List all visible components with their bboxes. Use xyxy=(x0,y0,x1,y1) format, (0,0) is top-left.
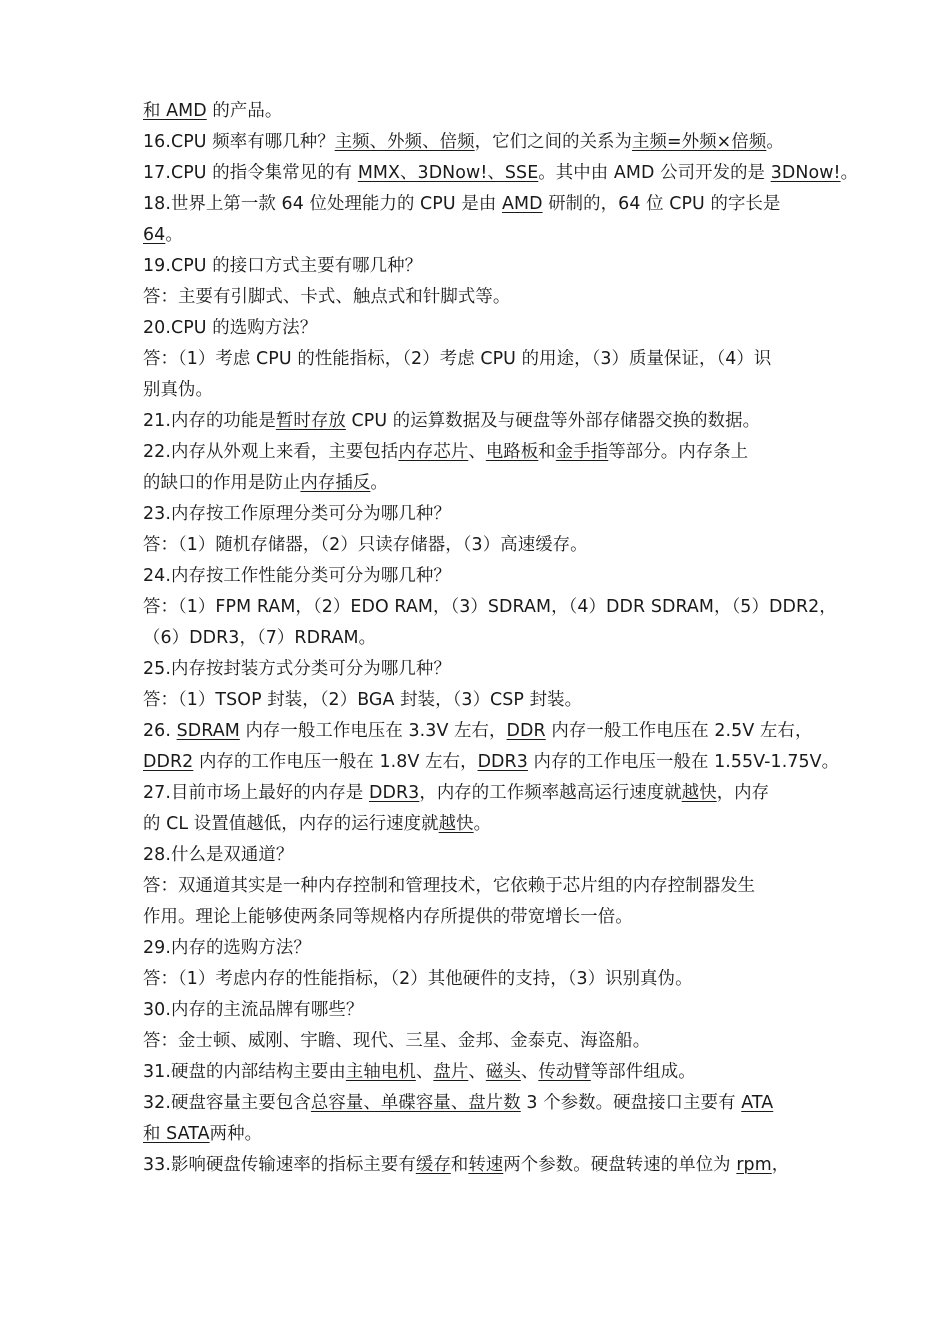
text-line xyxy=(143,871,823,902)
text-run: 21.内存的功能是 xyxy=(143,411,276,431)
text-run: 、 xyxy=(520,1062,539,1082)
text-line xyxy=(143,468,823,499)
text-run: 两种。 xyxy=(209,1124,263,1144)
underlined-answer: 64 xyxy=(143,225,166,245)
text-run: 3 个参数。硬盘接口主要有 xyxy=(520,1093,742,1113)
underlined-answer: 主频、外频、倍频 xyxy=(334,132,475,152)
text-run: 等部件组成。 xyxy=(590,1062,696,1082)
text-run: 。 xyxy=(165,225,183,245)
text-line xyxy=(143,1119,823,1150)
text-line xyxy=(143,840,823,871)
underlined-answer: DDR3 xyxy=(477,752,528,772)
text-line xyxy=(143,313,823,344)
text-run: 32.硬盘容量主要包含 xyxy=(143,1093,311,1113)
text-line xyxy=(143,499,823,530)
text-line xyxy=(143,282,823,313)
text-run: 答：金士顿、威刚、宇瞻、现代、三星、金邦、金泰克、海盗船。 xyxy=(143,1031,651,1051)
text-line xyxy=(143,654,823,685)
underlined-answer: 主轴电机 xyxy=(345,1062,416,1082)
text-run: 、 xyxy=(468,442,486,462)
text-line xyxy=(143,623,823,654)
text-run: 和 xyxy=(538,442,556,462)
text-line xyxy=(143,158,859,189)
text-run: 答：（1）考虑内存的性能指标，（2）其他硬件的支持，（3）识别真伪。 xyxy=(143,969,693,989)
text-run: 答：（1）随机存储器，（2）只读存储器，（3）高速缓存。 xyxy=(143,535,588,555)
text-run: 29.内存的选购方法？ xyxy=(143,938,311,958)
text-run: 17.CPU 的指令集常见的有 xyxy=(143,163,358,183)
underlined-answer: 缓存 xyxy=(415,1155,451,1175)
text-run: 答：（1）考虑 CPU 的性能指标，（2）考虑 CPU 的用途，（3）质量保证，（4）识 xyxy=(143,349,772,369)
text-line xyxy=(143,437,823,468)
text-line xyxy=(143,406,823,437)
text-line xyxy=(143,1088,823,1119)
text-run: 的缺口的作用是防止 xyxy=(143,473,301,493)
text-run: 和 xyxy=(450,1155,469,1175)
text-run: 25.内存按封装方式分类可分为哪几种？ xyxy=(143,659,451,679)
underlined-answer: DDR2 xyxy=(143,752,194,772)
text-run: 26. xyxy=(143,721,177,741)
text-run: 30.内存的主流品牌有哪些？ xyxy=(143,1000,364,1020)
text-run: 33.影响硬盘传输速率的指标主要有 xyxy=(143,1155,416,1175)
text-run: 27.目前市场上最好的内存是 xyxy=(143,783,369,803)
underlined-answer: 总容量、单碟容量、盘片数 xyxy=(310,1093,521,1113)
text-run: 内存一般工作电压在 3.3V 左右， xyxy=(239,721,507,741)
underlined-answer: 和 SATA xyxy=(143,1124,210,1144)
text-run: 研制的，64 位 CPU 的字长是 xyxy=(542,194,781,214)
text-line xyxy=(143,716,823,747)
text-run: 、 xyxy=(415,1062,434,1082)
text-run: 28.什么是双通道？ xyxy=(143,845,294,865)
text-run: ，它们之间的关系为 xyxy=(474,132,633,152)
text-line xyxy=(143,375,823,406)
text-line xyxy=(143,995,823,1026)
text-run: 。 xyxy=(840,163,859,183)
text-line xyxy=(143,778,823,809)
text-run: 19.CPU 的接口方式主要有哪几种？ xyxy=(143,256,423,276)
underlined-answer: 盘片 xyxy=(433,1062,469,1082)
text-run: 。 xyxy=(370,473,388,493)
underlined-answer: rpm xyxy=(736,1155,772,1175)
text-line xyxy=(143,902,823,933)
text-run: 两个参数。硬盘转速的单位为 xyxy=(503,1155,737,1175)
underlined-answer: 电路板 xyxy=(485,442,539,462)
underlined-answer: 3DNow! xyxy=(770,163,841,183)
text-line xyxy=(143,1026,823,1057)
text-run: 内存的工作电压一般在 1.55V-1.75V。 xyxy=(527,752,840,772)
text-line xyxy=(143,344,823,375)
underlined-answer: 转速 xyxy=(468,1155,504,1175)
text-run: 的 CL 设置值越低，内存的运行速度就 xyxy=(143,814,439,834)
text-run: 。 xyxy=(473,814,492,834)
text-run: 答：（1）FPM RAM，（2）EDO RAM，（3）SDRAM，（4）DDR SDRAM，（5）DDR2， xyxy=(143,597,837,617)
text-line xyxy=(143,592,837,623)
text-line xyxy=(143,251,823,282)
text-line xyxy=(143,933,823,964)
text-line xyxy=(143,127,823,158)
text-run: 31.硬盘的内部结构主要由 xyxy=(143,1062,346,1082)
text-line xyxy=(143,530,823,561)
underlined-answer: 越快 xyxy=(681,783,717,803)
text-line xyxy=(143,1057,823,1088)
text-run: 。 xyxy=(766,132,784,152)
text-run: （6）DDR3，（7）RDRAM。 xyxy=(143,628,377,648)
text-run: 别真伪。 xyxy=(143,380,213,400)
text-run: 18.世界上第一款 64 位处理能力的 CPU 是由 xyxy=(143,194,502,214)
text-run: 内存一般工作电压在 2.5V 左右， xyxy=(545,721,813,741)
text-run: 答：主要有引脚式、卡式、触点式和针脚式等。 xyxy=(143,287,511,307)
text-run: 答：（1）TSOP 封装，（2）BGA 封装，（3）CSP 封装。 xyxy=(143,690,583,710)
underlined-answer: 和 AMD xyxy=(143,101,207,121)
text-line xyxy=(143,561,823,592)
underlined-answer: ATA xyxy=(741,1093,774,1113)
text-line xyxy=(143,747,840,778)
text-run: 等部分。内存条上 xyxy=(608,442,749,462)
underlined-answer: AMD xyxy=(501,194,543,214)
underlined-answer: 越快 xyxy=(438,814,474,834)
text-run: 22.内存从外观上来看，主要包括 xyxy=(143,442,399,462)
underlined-answer: DDR3 xyxy=(368,783,420,803)
underlined-answer: SDRAM xyxy=(176,721,240,741)
text-line xyxy=(143,189,823,220)
underlined-answer: 磁头 xyxy=(485,1062,521,1082)
text-line xyxy=(143,96,823,127)
text-line xyxy=(143,685,823,716)
text-run: 作用。理论上能够使两条同等规格内存所提供的带宽增长一倍。 xyxy=(143,907,633,927)
text-run: 的产品。 xyxy=(206,101,283,121)
text-run: 答：双通道其实是一种内存控制和管理技术，它依赖于芯片组的内存控制器发生 xyxy=(143,876,756,896)
text-line xyxy=(143,1150,823,1181)
text-run: 内存的工作电压一般在 1.8V 左右， xyxy=(193,752,478,772)
underlined-answer: DDR xyxy=(506,721,546,741)
underlined-answer: 主频=外频×倍频 xyxy=(632,132,767,152)
text-run: 16.CPU 频率有哪几种？ xyxy=(143,132,335,152)
text-line xyxy=(143,964,823,995)
text-run: 、 xyxy=(468,1062,486,1082)
underlined-answer: 传动臂 xyxy=(538,1062,591,1082)
text-run: ，内存 xyxy=(716,783,770,803)
underlined-answer: 内存芯片 xyxy=(398,442,469,462)
text-run: 。其中由 AMD 公司开发的是 xyxy=(538,163,771,183)
underlined-answer: 内存插反 xyxy=(300,473,371,493)
text-run: CPU 的运算数据及与硬盘等外部存储器交换的数据。 xyxy=(345,411,761,431)
text-run: 23.内存按工作原理分类可分为哪几种？ xyxy=(143,504,451,524)
underlined-answer: 暂时存放 xyxy=(275,411,346,431)
text-run: ，内存的工作频率越高运行速度就 xyxy=(419,783,682,803)
text-run: ， xyxy=(771,1155,790,1175)
text-line xyxy=(143,809,823,840)
text-run: 24.内存按工作性能分类可分为哪几种？ xyxy=(143,566,451,586)
document-body xyxy=(143,96,859,1181)
text-run: 20.CPU 的选购方法？ xyxy=(143,318,318,338)
underlined-answer: MMX、3DNow!、SSE xyxy=(357,163,539,183)
underlined-answer: 金手指 xyxy=(555,442,609,462)
text-line xyxy=(143,220,823,251)
